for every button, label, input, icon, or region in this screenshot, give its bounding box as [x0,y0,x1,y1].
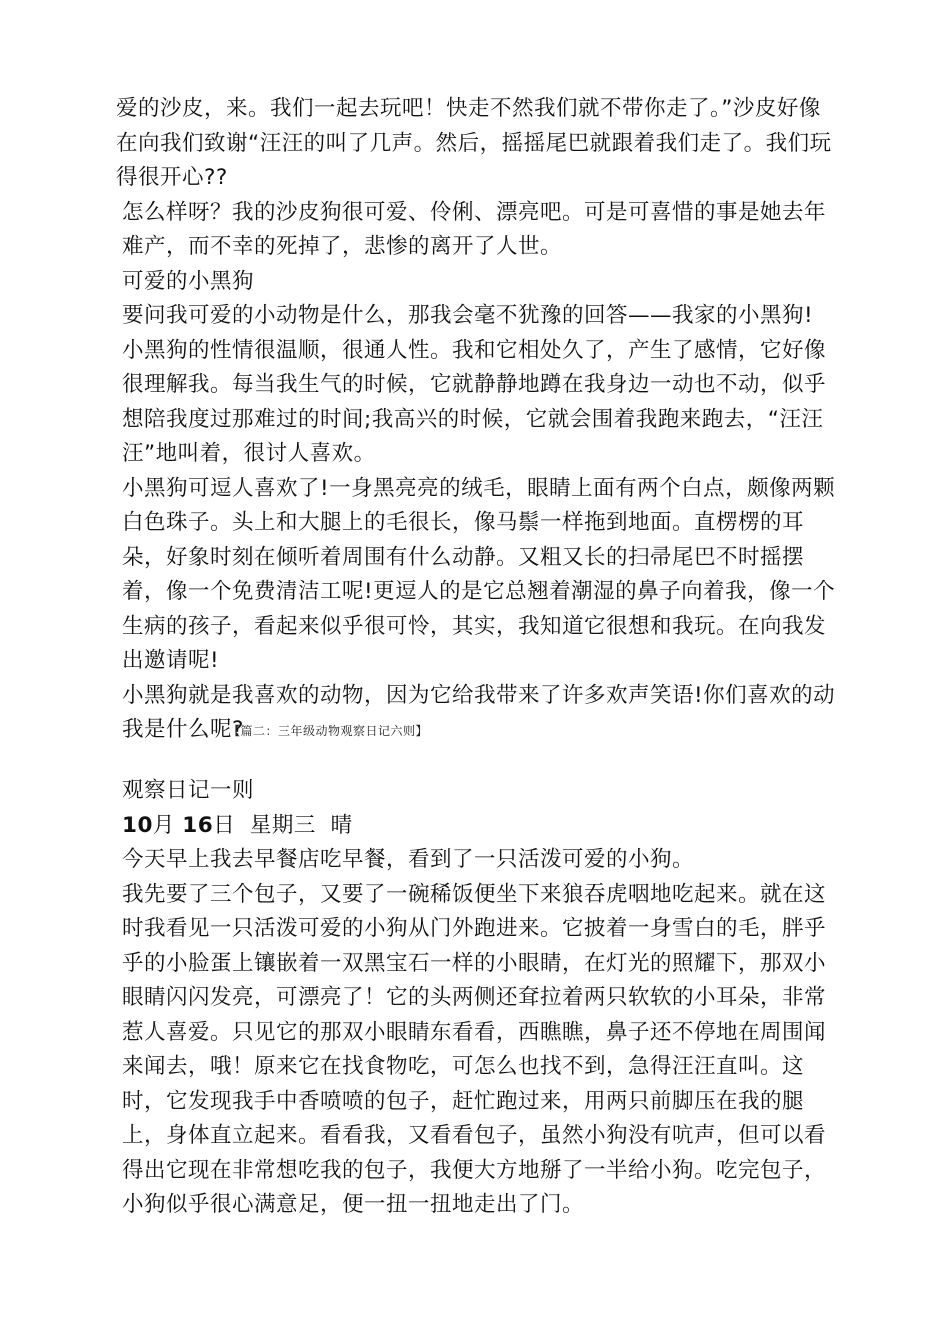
paragraph-temperament: 小黑狗的性情很温顺，很通人性。我和它相处久了，产生了感情，它好像很理解我。每当我生气的时候，它就静静地蹲在我身边一动也不动，似乎想陪我度过那难过的时间;我高兴的时候，它就会围着我跑来跑去，“汪汪汪”地叫着，很讨人喜欢。 [122,337,827,466]
paragraph-shapi-ending: 怎么样呀？我的沙皮狗很可爱、伶俐、漂亮吧。可是可喜惜的事是她去年难产，而不幸的死掉了，悲惨的离开了人世。 [122,199,827,259]
diary-date-line [116,809,836,844]
date-day-label: 日 [213,812,236,838]
diary-title: 观察日记一则 [122,778,255,803]
paragraph-breakfast: 今天早上我去早餐店吃早餐，看到了一只活泼可爱的小狗。 [122,847,695,872]
date-weekday: 星期三 [249,812,316,838]
date-day-number: 16 [182,812,214,838]
section-divider-title: 【篇二：三年级动物观察日记六则】 [228,724,429,738]
paragraph-puppy-story: 我先要了三个包子，又要了一碗稀饭便坐下来狼吞虎咽地吃起来。就在这时我看见一只活泼可爱的小狗从门外跑进来。它披着一身雪白的毛，胖乎乎的小脸蛋上镶嵌着一双黑宝石一样的小眼睛，在灯光的照耀下，那双小眼睛闪闪发亮，可漂亮了！它的头两侧还耷拉着两只软软的小耳朵，非常惹人喜爱。只见它的那双小眼睛东看看，西瞧瞧，鼻子还不停地在周围闻来闻去，哦！原来它在找食物吃，可怎么也找不到，急得汪汪直叫。这时，它发现我手中香喷喷的包子，赶忙跑过来，用两只前脚压在我的腿上，身体直立起来。看看我，又看看包子，虽然小狗没有吭声，但可以看得出它现在非常想吃我的包子，我便大方地掰了一半给小狗。吃完包子，小狗似乎很心满意足，便一扭一扭地走出了门。 [122,881,827,1217]
paragraph-conclusion: 小黑狗就是我喜欢的动物，因为它给我带来了许多欢声笑语!你们喜欢的动我是什么呢? [122,682,836,742]
observation-diary-section [116,774,836,1223]
date-month-label: 月 [152,812,175,838]
paragraph-shapi-play: 爱的沙皮，来。我们一起去玩吧！快走不然我们就不带你走了。”沙皮好像在向我们致谢“汪汪的叫了几声。然后，摇摇尾巴就跟着我们走了。我们玩得很开心?? [116,96,832,190]
paragraph-intro: 要问我可爱的小动物是什么，那我会毫不犹豫的回答——我家的小黑狗! [122,303,814,328]
date-weather: 晴 [330,812,353,838]
heading-little-black-dog: 可爱的小黑狗 [122,268,255,294]
paragraph-appearance: 小黑狗可逗人喜欢了!一身黑亮亮的绒毛，眼睛上面有两个白点，颇像两颗白色珠子。头上和大腿上的毛很长，像马鬃一样拖到地面。直楞楞的耳朵，好象时刻在倾听着周围有什么动静。又粗又长的扫帚尾巴不时摇摆着，像一个免费清洁工呢!更逗人的是它总翘着潮湿的鼻子向着我，像一个生病的孩子，看起来似乎很可怜，其实，我知道它很想和我玩。在向我发出邀请呢! [122,475,836,673]
story-section-one [116,92,836,748]
date-month-number: 10 [122,812,153,838]
